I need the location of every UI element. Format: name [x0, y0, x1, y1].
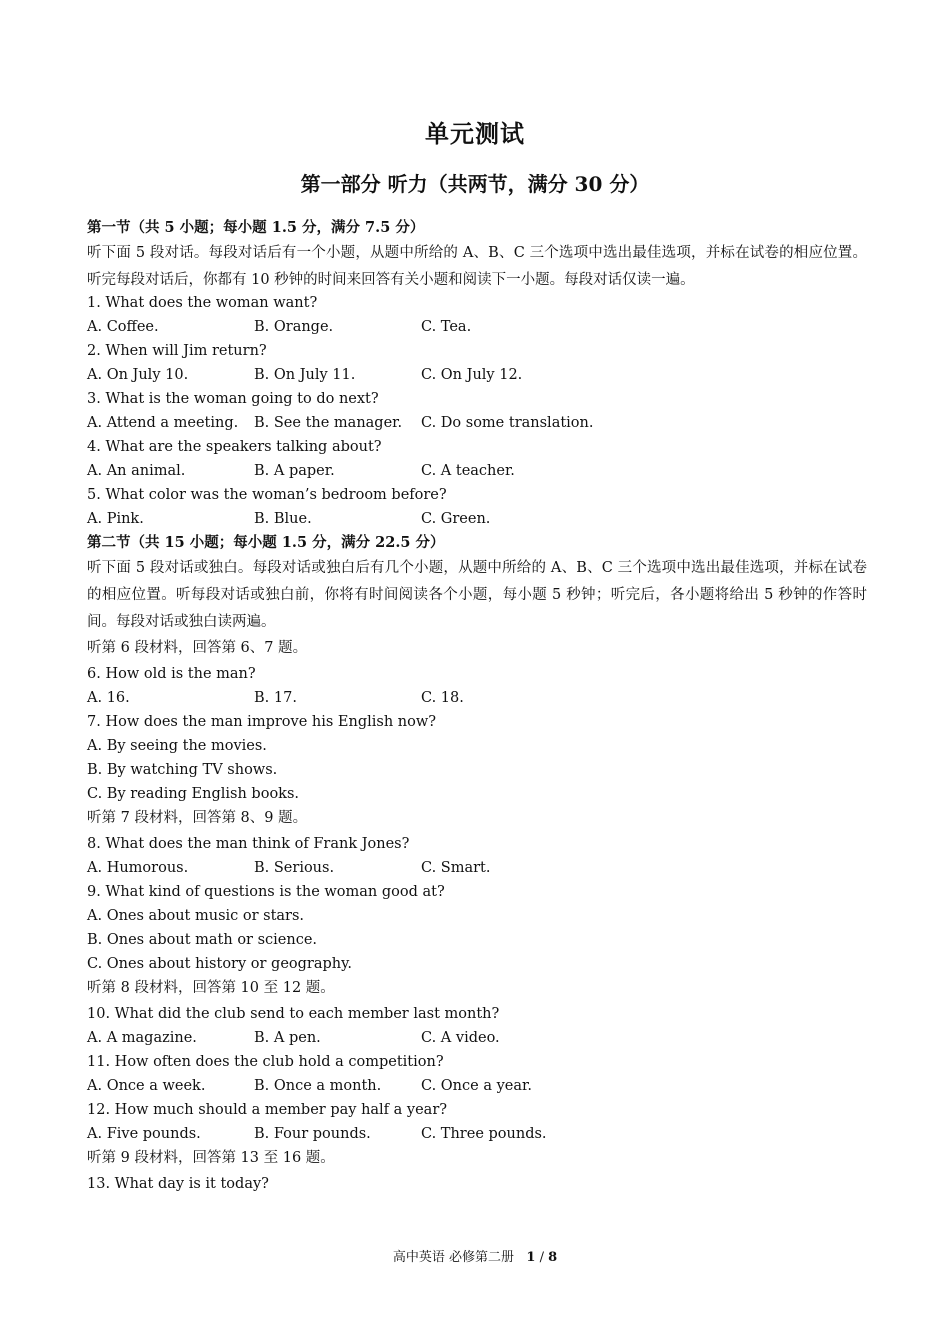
option-b: B. Serious. [254, 860, 335, 876]
option-c: C. Tea. [421, 319, 472, 335]
part-title: 第一部分 听力（共两节，满分 30 分） [300, 172, 650, 196]
option-a: A. By seeing the movies. [87, 738, 267, 754]
question-6: 6. How old is the man? [87, 666, 256, 682]
option-c: C. By reading English books. [87, 786, 300, 802]
option-c: C. 18. [421, 690, 464, 706]
question-11: 11. How often does the club hold a competition? [87, 1054, 444, 1070]
option-a: A. Five pounds. [87, 1126, 201, 1142]
question-10: 10. What did the club send to each member last month? [87, 1006, 500, 1022]
options-5 [87, 507, 867, 531]
options-2 [87, 363, 867, 387]
footer-separator: / [535, 1250, 549, 1265]
question-2: 2. When will Jim return? [87, 343, 267, 359]
question-12: 12. How much should a member pay half a year? [87, 1102, 448, 1118]
option-c: C. Do some translation. [421, 415, 594, 431]
option-a: A. 16. [87, 690, 130, 706]
option-b: B. Orange. [254, 319, 334, 335]
page-title: 单元测试 [425, 119, 525, 148]
question-3: 3. What is the woman going to do next? [87, 391, 379, 407]
option-b: B. 17. [254, 690, 297, 706]
question-7: 7. How does the man improve his English now? [87, 714, 437, 730]
option-c: C. Green. [421, 511, 491, 527]
option-a: A. Pink. [87, 511, 144, 527]
option-a: A. Coffee. [87, 319, 159, 335]
question-8: 8. What does the man think of Frank Jones? [87, 836, 410, 852]
option-c: C. Smart. [421, 860, 491, 876]
page-footer [0, 1246, 950, 1265]
option-c: C. Once a year. [421, 1078, 532, 1094]
option-a: A. On July 10. [87, 367, 189, 383]
options-12 [87, 1122, 867, 1146]
option-b: B. See the manager. [254, 415, 403, 431]
option-b: B. Once a month. [254, 1078, 382, 1094]
options-3 [87, 411, 867, 435]
option-a: A. An animal. [87, 463, 186, 479]
option-b: B. A paper. [254, 463, 335, 479]
options-6 [87, 686, 867, 710]
options-10 [87, 1026, 867, 1050]
exam-content [87, 216, 867, 1196]
material-6: 听第 6 段材料，回答第 6、7 题。 [87, 640, 308, 656]
option-c: C. On July 12. [421, 367, 523, 383]
section2-heading: 第二节（共 15 小题；每小题 1.5 分，满分 22.5 分） [87, 534, 445, 551]
option-b: B. Ones about math or science. [87, 932, 318, 948]
footer-page-number: 1 [526, 1250, 536, 1265]
question-9: 9. What kind of questions is the woman good at? [87, 884, 445, 900]
footer-book-title: 高中英语 必修第二册 [392, 1250, 514, 1265]
section2-instructions: 听下面 5 段对话或独白。每段对话或独白后有几个小题，从题中所给的 A、B、C 三个选项中选出最佳选项，并标在试卷的相应位置。听每段对话或独白前，你将有时间阅读各个小题，每小题 5 秒钟；听完后，各小题将给出 5 秒钟的作答时间。每段对话或独白读两遍。 [87, 560, 867, 630]
material-7: 听第 7 段材料，回答第 8、9 题。 [87, 810, 308, 826]
option-a: A. Once a week. [87, 1078, 206, 1094]
question-5: 5. What color was the woman’s bedroom before? [87, 487, 447, 503]
question-1: 1. What does the woman want? [87, 295, 318, 311]
option-c: C. Ones about history or geography. [87, 956, 353, 972]
material-9: 听第 9 段材料，回答第 13 至 16 题。 [87, 1150, 335, 1166]
option-a: A. Ones about music or stars. [87, 908, 305, 924]
options-8 [87, 856, 867, 880]
option-b: B. By watching TV shows. [87, 762, 278, 778]
options-11 [87, 1074, 867, 1098]
option-a: A. A magazine. [87, 1030, 197, 1046]
material-8: 听第 8 段材料，回答第 10 至 12 题。 [87, 980, 335, 996]
option-b: B. On July 11. [254, 367, 356, 383]
section1-heading: 第一节（共 5 小题；每小题 1.5 分，满分 7.5 分） [87, 219, 425, 236]
option-c: C. A video. [421, 1030, 500, 1046]
question-13: 13. What day is it today? [87, 1176, 269, 1192]
option-b: B. Four pounds. [254, 1126, 371, 1142]
option-b: B. A pen. [254, 1030, 321, 1046]
option-c: C. A teacher. [421, 463, 515, 479]
option-a: A. Humorous. [87, 860, 189, 876]
options-1 [87, 315, 867, 339]
option-a: A. Attend a meeting. [87, 415, 239, 431]
question-4: 4. What are the speakers talking about? [87, 439, 382, 455]
footer-total-pages: 8 [548, 1250, 558, 1265]
option-c: C. Three pounds. [421, 1126, 547, 1142]
options-4 [87, 459, 867, 483]
option-b: B. Blue. [254, 511, 312, 527]
section1-instructions: 听下面 5 段对话。每段对话后有一个小题，从题中所给的 A、B、C 三个选项中选出最佳选项，并标在试卷的相应位置。听完每段对话后，你都有 10 秒钟的时间来回答有关小题和阅读下一小题。每段对话仅读一遍。 [87, 245, 867, 288]
